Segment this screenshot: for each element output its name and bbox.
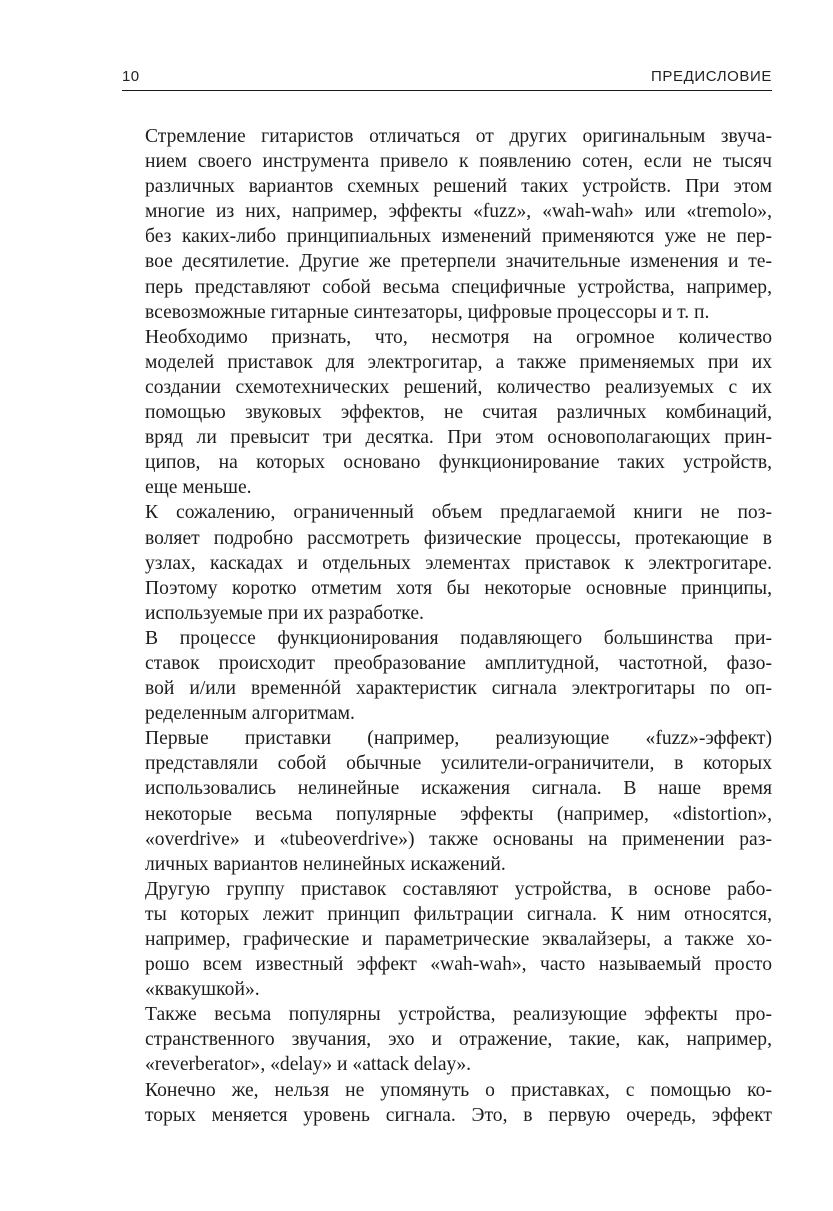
paragraph (122, 877, 772, 1002)
text-line: помощью звуковых эффектов, не считая различных комбинаций, (145, 402, 772, 424)
text-line: Первые приставки (например, реализующие «fuzz»-эффект) (145, 728, 772, 750)
text-line: создании схемотехнических решений, количество реализуемых с их (145, 376, 772, 398)
section-title: ПРЕДИСЛОВИЕ (651, 68, 772, 85)
text-line: К сожалению, ограниченный объем предлагаемой книги не поз- (145, 502, 772, 524)
text-line: странственного звучания, эхо и отражение, такие, как, например, (145, 1029, 772, 1051)
text-line: некоторые весьма популярные эффекты (например, «distortion», (145, 803, 772, 825)
text-line: рошо всем известный эффект «wah-wah», часто называемый просто (145, 954, 772, 976)
text-line: еще меньше. (145, 477, 252, 499)
text-line: вой и/или временнóй характеристик сигнала электрогитары по оп- (145, 678, 772, 700)
text-line: различных вариантов схемных решений таких устройств. При этом (145, 176, 772, 198)
text-line: используемые при их разработке. (145, 602, 424, 624)
text-line: «overdrive» и «tubeoverdrive») также основаны на применении раз- (145, 828, 772, 850)
paragraph (122, 1002, 772, 1077)
paragraph (122, 325, 772, 501)
text-line: Необходимо признать, что, несмотря на огромное количество (145, 326, 772, 348)
text-line: моделей приставок для электрогитар, а также применяемых при их (145, 351, 772, 373)
paragraph (122, 626, 772, 726)
paragraph (122, 124, 772, 325)
text-line: многие из них, например, эффекты «fuzz», «wah-wah» или «tremolo», (145, 201, 772, 223)
text-line: без каких-либо принципиальных изменений применяются уже не пер- (145, 226, 772, 248)
text-line: личных вариантов нелинейных искажений. (145, 853, 506, 875)
text-line: Поэтому коротко отметим хотя бы некоторые основные принципы, (145, 577, 772, 599)
text-line: Другую группу приставок составляют устройства, в основе рабо- (145, 878, 772, 900)
text-line: В процессе функционирования подавляющего большинства при- (145, 627, 772, 649)
text-line: Стремление гитаристов отличаться от других оригинальным звуча- (145, 126, 772, 147)
text-line: ределенным алгоритмам. (145, 703, 355, 725)
text-line: ставок происходит преобразование амплитудной, частотной, фазо- (145, 652, 772, 674)
running-head (122, 68, 772, 91)
text-line: «reverberator», «delay» и «attack delay». (145, 1054, 472, 1076)
text-line: «квакушкой». (145, 979, 260, 1001)
text-line: всевозможные гитарные синтезаторы, цифровые процессоры и т. п. (145, 301, 710, 323)
text-line: ципов, на которых основано функционирование таких устройств, (145, 452, 772, 474)
text-line: вряд ли превысит три десятка. При этом основополагающих прин- (145, 427, 772, 449)
text-line: использовались нелинейные искажения сигнала. В наше время (145, 778, 772, 800)
text-line: вое десятилетие. Другие же претерпели значительные изменения и те- (145, 251, 772, 273)
text-line: нием своего инструмента привело к появлению сотен, если не тысяч (145, 151, 772, 173)
body-text (122, 124, 772, 1128)
page-number: 10 (122, 68, 140, 85)
text-line: перь представляют собой весьма специфичные устройства, например, (145, 276, 772, 298)
text-line: торых меняется уровень сигнала. Это, в первую очередь, эффект (145, 1104, 772, 1126)
paragraph (122, 1078, 772, 1128)
paragraph (122, 500, 772, 625)
text-line: представляли собой обычные усилители-ограничители, в которых (145, 753, 772, 775)
text-line: например, графические и параметрические эквалайзеры, а также хо- (145, 929, 772, 950)
text-line: Конечно же, нельзя не упомянуть о приставках, с помощью ко- (145, 1079, 772, 1101)
text-line: воляет подробно рассмотреть физические процессы, протекающие в (145, 527, 772, 549)
paragraph (122, 726, 772, 877)
text-line: Также весьма популярны устройства, реализующие эффекты про- (145, 1004, 772, 1026)
text-line: узлах, каскадах и отдельных элементах приставок к электрогитаре. (145, 552, 772, 574)
text-line: ты которых лежит принцип фильтрации сигнала. К ним относятся, (145, 903, 772, 925)
